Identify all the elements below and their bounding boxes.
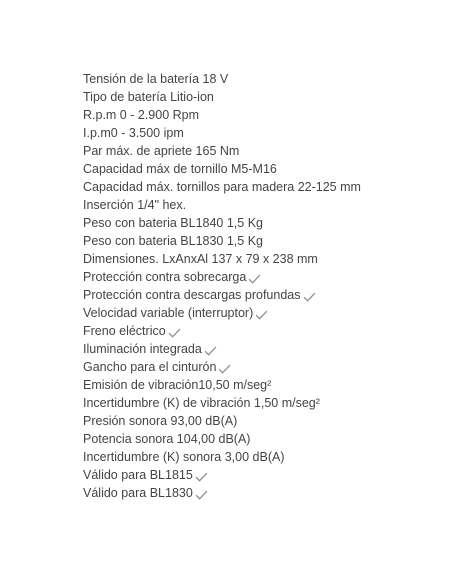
spec-item <box>83 214 361 232</box>
spec-item <box>83 304 361 322</box>
spec-item <box>83 88 361 106</box>
spec-text: Inserción 1/4" hex. <box>83 198 187 212</box>
spec-text: Tensión de la batería 18 V <box>83 72 229 86</box>
spec-list <box>83 70 361 502</box>
spec-text: R.p.m 0 - 2.900 Rpm <box>83 108 200 122</box>
spec-text: Par máx. de apriete 165 Nm <box>83 144 240 158</box>
checkmark-icon <box>303 290 316 303</box>
spec-item <box>83 322 361 340</box>
checkmark-icon <box>248 272 261 285</box>
spec-text: Válido para BL1830 <box>83 486 193 500</box>
spec-item <box>83 160 361 178</box>
spec-text: Potencia sonora 104,00 dB(A) <box>83 432 251 446</box>
spec-text: Incertidumbre (K) sonora 3,00 dB(A) <box>83 450 285 464</box>
spec-item <box>83 124 361 142</box>
spec-item <box>83 448 361 466</box>
spec-item <box>83 196 361 214</box>
spec-item <box>83 430 361 448</box>
spec-text: Capacidad máx. tornillos para madera 22-125 mm <box>83 180 361 194</box>
spec-item <box>83 484 361 502</box>
spec-text: Capacidad máx de tornillo M5-M16 <box>83 162 277 176</box>
spec-item <box>83 268 361 286</box>
spec-item <box>83 358 361 376</box>
checkmark-icon <box>204 344 217 357</box>
spec-item <box>83 142 361 160</box>
spec-item <box>83 286 361 304</box>
spec-item <box>83 412 361 430</box>
spec-item <box>83 178 361 196</box>
spec-item <box>83 70 361 88</box>
spec-text: Protección contra descargas profundas <box>83 288 301 302</box>
spec-text: Peso con bateria BL1840 1,5 Kg <box>83 216 263 230</box>
checkmark-icon <box>218 362 231 375</box>
spec-text: Presión sonora 93,00 dB(A) <box>83 414 238 428</box>
spec-text: Válido para BL1815 <box>83 468 193 482</box>
spec-text: Peso con bateria BL1830 1,5 Kg <box>83 234 263 248</box>
spec-text: Protección contra sobrecarga <box>83 270 247 284</box>
spec-item <box>83 340 361 358</box>
spec-item <box>83 394 361 412</box>
spec-item <box>83 250 361 268</box>
checkmark-icon <box>195 470 208 483</box>
spec-text: Freno eléctrico <box>83 324 166 338</box>
spec-text: Tipo de batería Litio-ion <box>83 90 214 104</box>
spec-item <box>83 466 361 484</box>
spec-item <box>83 106 361 124</box>
checkmark-icon <box>255 308 268 321</box>
spec-text: Incertidumbre (K) de vibración 1,50 m/seg² <box>83 396 320 410</box>
spec-item <box>83 232 361 250</box>
spec-text: Gancho para el cinturón <box>83 360 217 374</box>
spec-text: Iluminación integrada <box>83 342 202 356</box>
spec-text: Velocidad variable (interruptor) <box>83 306 254 320</box>
spec-text: Dimensiones. LxAnxAl 137 x 79 x 238 mm <box>83 252 318 266</box>
spec-item <box>83 376 361 394</box>
checkmark-icon <box>168 326 181 339</box>
spec-text: I.p.m0 - 3.500 ipm <box>83 126 184 140</box>
spec-text: Emisión de vibración10,50 m/seg² <box>83 378 272 392</box>
checkmark-icon <box>195 488 208 501</box>
